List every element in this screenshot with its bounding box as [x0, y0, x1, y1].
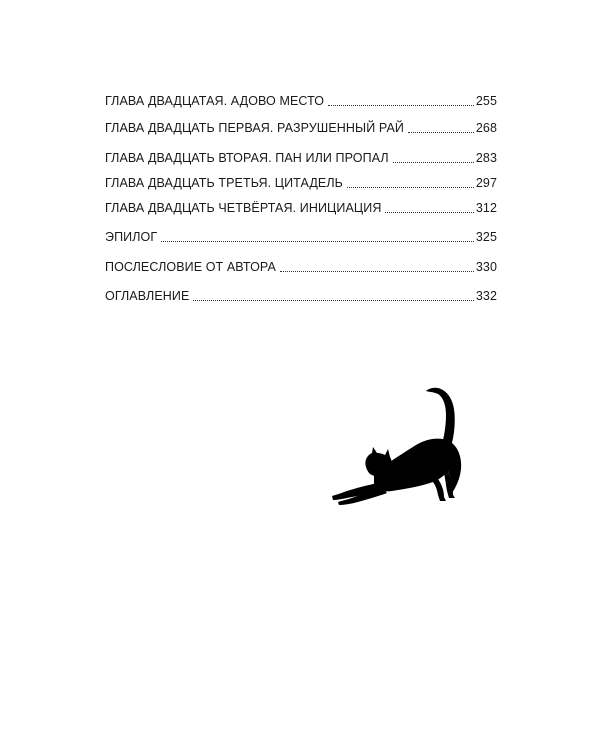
- toc-entry-chapter-24[interactable]: [105, 200, 497, 216]
- toc-entry-title: ГЛАВА ДВАДЦАТЬ ПЕРВАЯ. РАЗРУШЕННЫЙ РАЙ: [105, 121, 405, 135]
- toc-entry-page: 332: [475, 289, 497, 303]
- toc-entry-title: ОГЛАВЛЕНИЕ: [105, 289, 190, 303]
- dot-leader: [161, 241, 474, 242]
- toc-entry-title: ГЛАВА ДВАДЦАТАЯ. АДОВО МЕСТО: [105, 94, 325, 108]
- toc-entry-epilogue[interactable]: [105, 229, 497, 245]
- toc-entry-page: 268: [475, 121, 497, 135]
- toc-entry-page: 325: [475, 230, 497, 244]
- toc-entry-page: 283: [475, 151, 497, 165]
- dot-leader: [193, 300, 473, 301]
- dot-leader: [385, 212, 473, 213]
- toc-entry-page: 297: [475, 176, 497, 190]
- toc-entry-title: ГЛАВА ДВАДЦАТЬ ВТОРАЯ. ПАН ИЛИ ПРОПАЛ: [105, 151, 389, 165]
- toc-entry-chapter-20[interactable]: [105, 93, 497, 109]
- toc-entry-chapter-22[interactable]: [105, 150, 497, 166]
- toc-entry-title: ПОСЛЕСЛОВИЕ ОТ АВТОРА: [105, 260, 276, 274]
- dot-leader: [328, 105, 474, 106]
- toc-entry-page: 312: [475, 201, 497, 215]
- toc-entry-title: ГЛАВА ДВАДЦАТЬ ЧЕТВЁРТАЯ. ИНИЦИАЦИЯ: [105, 201, 382, 215]
- toc-entry-title: ГЛАВА ДВАДЦАТЬ ТРЕТЬЯ. ЦИТАДЕЛЬ: [105, 176, 343, 190]
- toc-entry-title: ЭПИЛОГ: [105, 230, 158, 244]
- toc-entry-contents[interactable]: [105, 288, 497, 304]
- toc-entry-chapter-21[interactable]: [105, 120, 497, 136]
- dot-leader: [347, 187, 474, 188]
- toc-entry-page: 255: [475, 94, 497, 108]
- toc-entry-chapter-23[interactable]: [105, 175, 497, 191]
- dot-leader: [393, 162, 474, 163]
- dot-leader: [408, 132, 474, 133]
- dot-leader: [280, 271, 474, 272]
- stretching-cat-icon: [330, 383, 480, 508]
- toc-entry-page: 330: [475, 260, 497, 274]
- toc-entry-afterword[interactable]: [105, 259, 497, 275]
